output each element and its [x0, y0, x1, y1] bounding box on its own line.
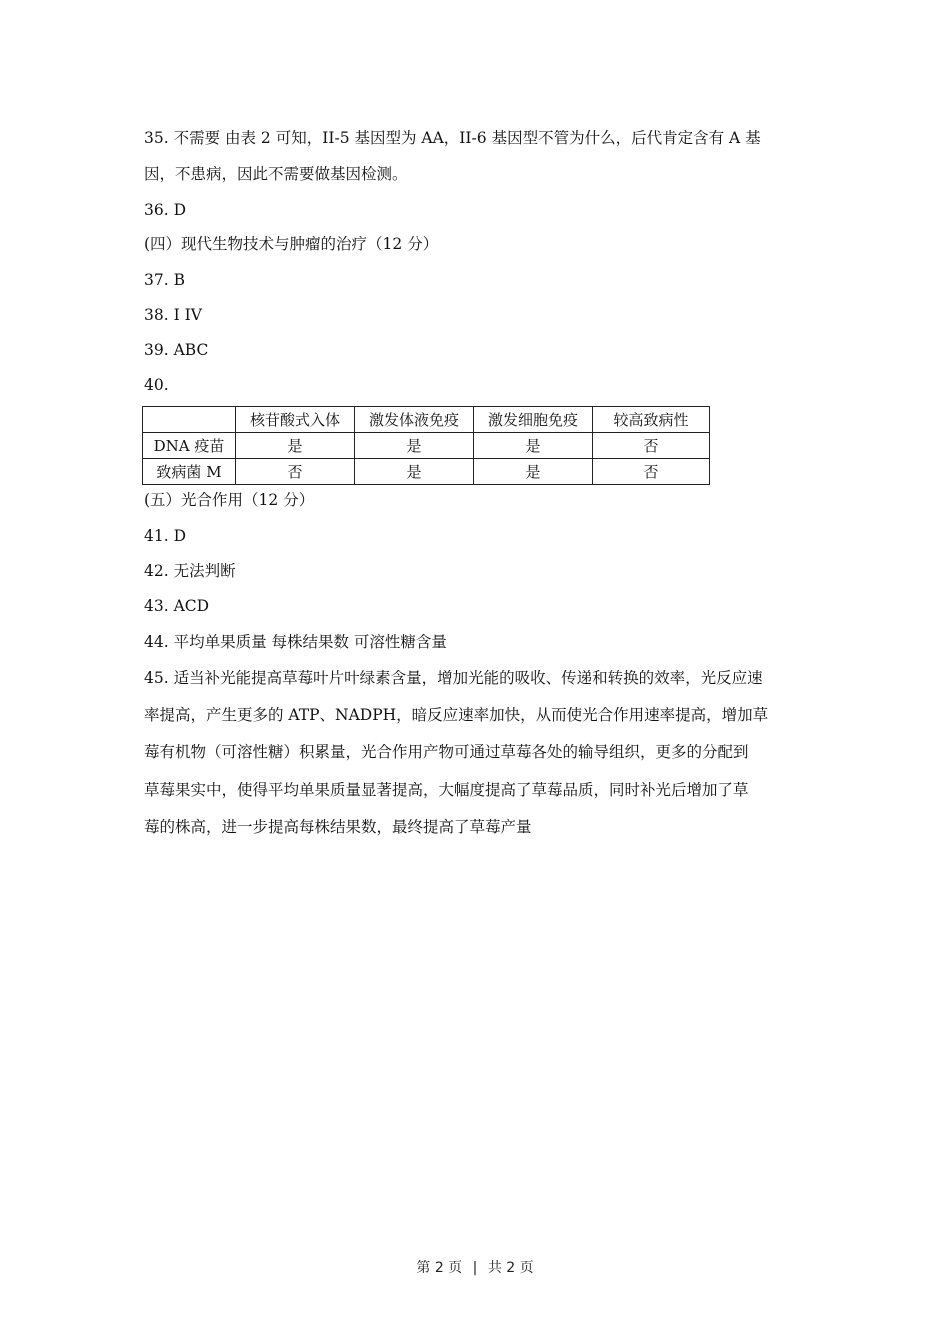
table-cell: 是	[474, 459, 593, 485]
answer-35-line-2: 因，不患病，因此不需要做基因检测。	[144, 165, 408, 183]
page-footer	[0, 1257, 950, 1277]
page-number-total: 共 2 页	[487, 1260, 534, 1276]
answer-45-line-5: 莓的株高，进一步提高每株结果数，最终提高了草莓产量	[144, 818, 532, 836]
table-cell: 否	[593, 433, 710, 459]
table-header-cell: 核苷酸式入体	[236, 407, 355, 433]
table-cell: 是	[355, 433, 474, 459]
table-cell: 是	[355, 459, 474, 485]
table-header-row	[143, 407, 710, 433]
footer-separator: |	[472, 1260, 478, 1276]
answer-40-label: 40.	[144, 376, 169, 394]
table-header-cell: 激发细胞免疫	[474, 407, 593, 433]
section-4-heading: (四）现代生物技术与肿瘤的治疗（12 分）	[144, 235, 439, 253]
answer-45-line-2: 率提高，产生更多的 ATP、NADPH，暗反应速率加快，从而使光合作用速率提高，增加草	[144, 706, 769, 724]
table-header-cell: 激发体液免疫	[355, 407, 474, 433]
table-cell: 是	[474, 433, 593, 459]
answer-45-line-1: 45. 适当补光能提高草莓叶片叶绿素含量，增加光能的吸收、传递和转换的效率，光反应速	[144, 669, 763, 687]
table-header-cell	[143, 407, 236, 433]
answer-39: 39. ABC	[144, 341, 209, 359]
section-5-heading: (五）光合作用（12 分）	[144, 491, 315, 509]
table-row	[143, 459, 710, 485]
answer-45-line-3: 莓有机物（可溶性糖）积累量，光合作用产物可通过草莓各处的输导组织，更多的分配到	[144, 743, 749, 761]
answer-44: 44. 平均单果质量 每株结果数 可溶性糖含量	[144, 633, 447, 651]
answer-43: 43. ACD	[144, 597, 210, 615]
table-cell: 致病菌 M	[143, 459, 236, 485]
answer-38: 38. I IV	[144, 306, 202, 324]
answer-42: 42. 无法判断	[144, 562, 236, 580]
answer-45-line-4: 草莓果实中，使得平均单果质量显著提高，大幅度提高了草莓品质，同时补光后增加了草	[144, 781, 749, 799]
table-header-cell: 较高致病性	[593, 407, 710, 433]
table-row	[143, 433, 710, 459]
table-cell: 是	[236, 433, 355, 459]
answer-40-table	[142, 406, 710, 485]
table-cell: 否	[593, 459, 710, 485]
answer-36: 36. D	[144, 201, 187, 219]
answer-41: 41. D	[144, 527, 187, 545]
page-number-current: 第 2 页	[416, 1260, 463, 1276]
table-cell: DNA 疫苗	[143, 433, 236, 459]
answer-37: 37. B	[144, 271, 185, 289]
table-cell: 否	[236, 459, 355, 485]
answer-35-line-1: 35. 不需要 由表 2 可知，II-5 基因型为 AA，II-6 基因型不管为什么，后代肯定含有 A 基	[144, 129, 761, 147]
